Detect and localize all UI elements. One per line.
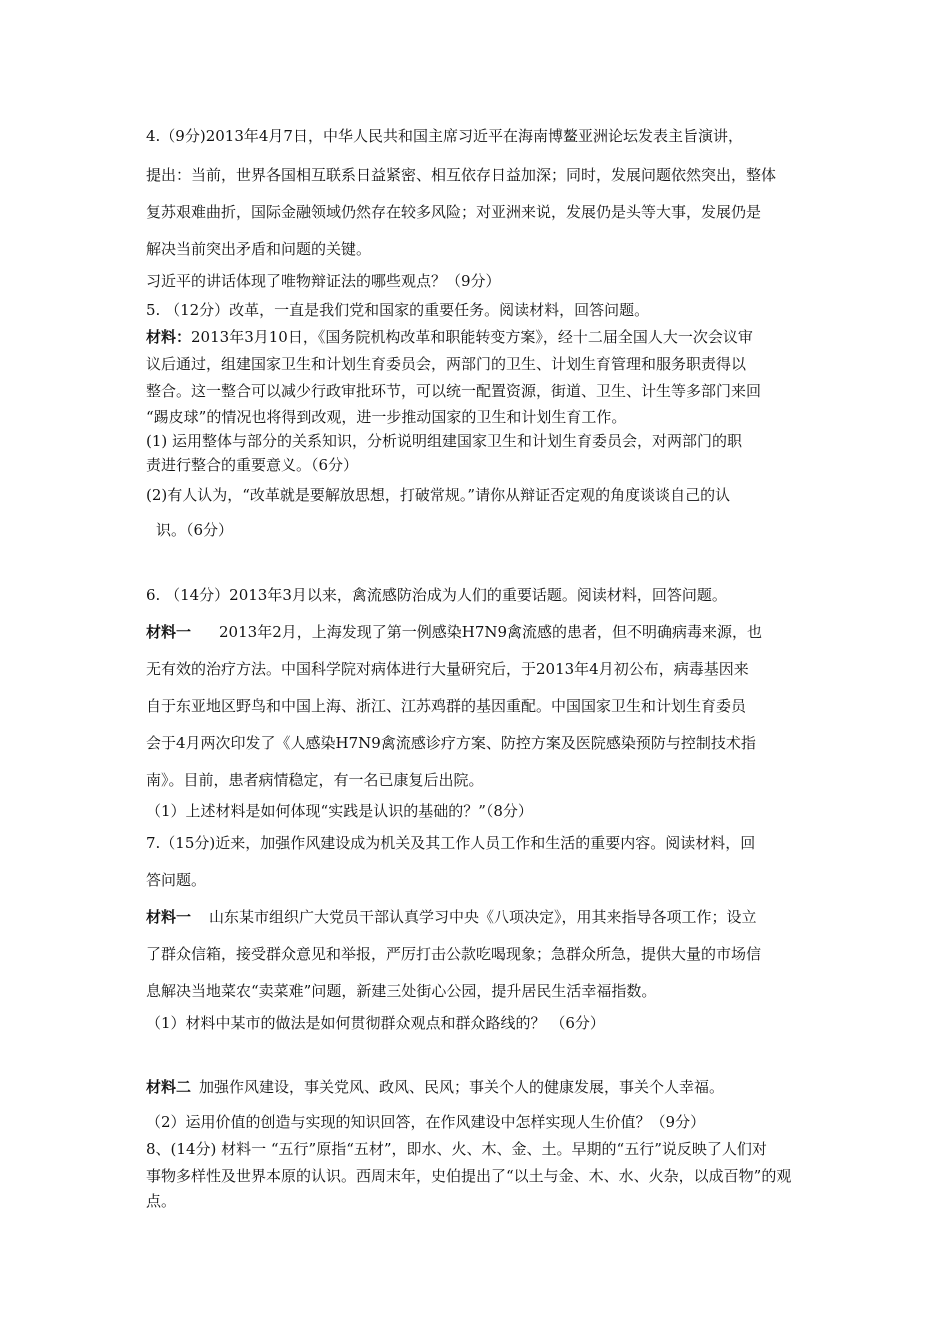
- q5-material-line-3: 整合。这一整合可以减少行政审批环节，可以统一配置资源，街道、卫生、计生等多部门来回: [146, 382, 762, 400]
- q6-material-line-1: [146, 622, 762, 642]
- q4-line-3: 复苏艰难曲折，国际金融领域仍然存在较多风险；对亚洲来说，发展仍是头等大事，发展仍是: [146, 203, 762, 221]
- q5-material-line-4: “踢皮球”的情况也将得到改观，进一步推动国家的卫生和计划生育工作。: [146, 408, 627, 426]
- q8-line-1: 8、(14分) 材料一 “五行”原指“五材”，即水、火、木、金、土。早期的“五行”说反映了人们对: [146, 1140, 767, 1158]
- material-text: 山东某市组织广大党员干部认真学习中央《八项决定》，用其来指导各项工作；设立: [209, 908, 757, 926]
- material-text: 加强作风建设，事关党风、政风、民风；事关个人的健康发展，事关个人幸福。: [199, 1078, 725, 1096]
- q4-question: 习近平的讲话体现了唯物辩证法的哪些观点？（9分）: [146, 272, 501, 290]
- q6-material-line-5: 南》。目前，患者病情稳定，有一名已康复后出院。: [146, 771, 484, 789]
- q5-sub-2-line-2: 识。（6分）: [156, 521, 234, 539]
- material-label: 材料一: [146, 623, 192, 641]
- q4-line-2: 提出：当前，世界各国相互联系日益紧密、相互依存日益加深；同时，发展问题依然突出，整体: [146, 166, 777, 184]
- q6-material-line-4: 会于4月两次印发了《人感染H7N9禽流感诊疗方案、防控方案及医院感染预防与控制技术指: [146, 734, 756, 752]
- q4-line-4: 解决当前突出矛盾和问题的关键。: [146, 240, 372, 258]
- q8-line-3: 点。: [146, 1192, 177, 1210]
- q7-sub-1: （1）材料中某市的做法是如何贯彻群众观点和群众路线的？ （6分）: [146, 1014, 605, 1032]
- q5-sub-1-line-2: 责进行整合的重要意义。（6分）: [146, 456, 359, 474]
- q7-material-1-line-3: 息解决当地菜农“卖菜难”问题，新建三处街心公园，提升居民生活幸福指数。: [146, 982, 657, 1000]
- q5-material-line-1: [146, 327, 753, 347]
- q7-material-2: [146, 1077, 724, 1097]
- material-label: 材料二: [146, 1078, 192, 1096]
- q5-sub-2-line-1: (2)有人认为，“改革就是要解放思想，打破常规。”请你从辩证否定观的角度谈谈自己的认: [146, 486, 731, 504]
- material-label: 材料：: [146, 328, 192, 346]
- q6-material-line-2: 无有效的治疗方法。中国科学院对病体进行大量研究后，于2013年4月初公布，病毒基因来: [146, 660, 749, 678]
- material-text: 2013年3月10日，《国务院机构改革和职能转变方案》，经十二届全国人大一次会议审: [191, 328, 753, 346]
- material-label: 材料一: [146, 908, 192, 926]
- q6-heading: 6. （14分）2013年3月以来，禽流感防治成为人们的重要话题。阅读材料，回答问题。: [146, 586, 727, 604]
- material-text: 2013年2月，上海发现了第一例感染H7N9禽流感的患者，但不明确病毒来源，也: [219, 623, 763, 641]
- q7-material-1-line-1: [146, 907, 757, 927]
- q5-sub-1-line-1: (1) 运用整体与部分的关系知识，分析说明组建国家卫生和计划生育委员会，对两部门的职: [146, 432, 743, 450]
- q6-sub-1: （1）上述材料是如何体现“实践是认识的基础的？”（8分）: [146, 802, 533, 820]
- q5-material-line-2: 议后通过，组建国家卫生和计划生育委员会，两部门的卫生、计划生育管理和服务职责得以: [146, 355, 747, 373]
- q7-heading-line-2: 答问题。: [146, 871, 207, 889]
- q6-material-line-3: 自于东亚地区野鸟和中国上海、浙江、江苏鸡群的基因重配。中国国家卫生和计划生育委员: [146, 697, 747, 715]
- q7-sub-2: （2）运用价值的创造与实现的知识回答，在作风建设中怎样实现人生价值？（9分）: [146, 1113, 706, 1131]
- q5-heading: 5. （12分）改革，一直是我们党和国家的重要任务。阅读材料，回答问题。: [146, 301, 650, 319]
- q7-material-1-line-2: 了群众信箱，接受群众意见和举报，严厉打击公款吃喝现象；急群众所急，提供大量的市场信: [146, 945, 762, 963]
- q7-heading-line-1: 7.（15分)近来，加强作风建设成为机关及其工作人员工作和生活的重要内容。阅读材料，回: [146, 834, 756, 852]
- q8-line-2: 事物多样性及世界本原的认识。西周末年，史伯提出了“以土与金、木、水、火杂，以成百物”的观: [146, 1167, 792, 1185]
- q4-line-1: 4.（9分)2013年4月7日，中华人民共和国主席习近平在海南博鳌亚洲论坛发表主旨演讲，: [146, 127, 743, 145]
